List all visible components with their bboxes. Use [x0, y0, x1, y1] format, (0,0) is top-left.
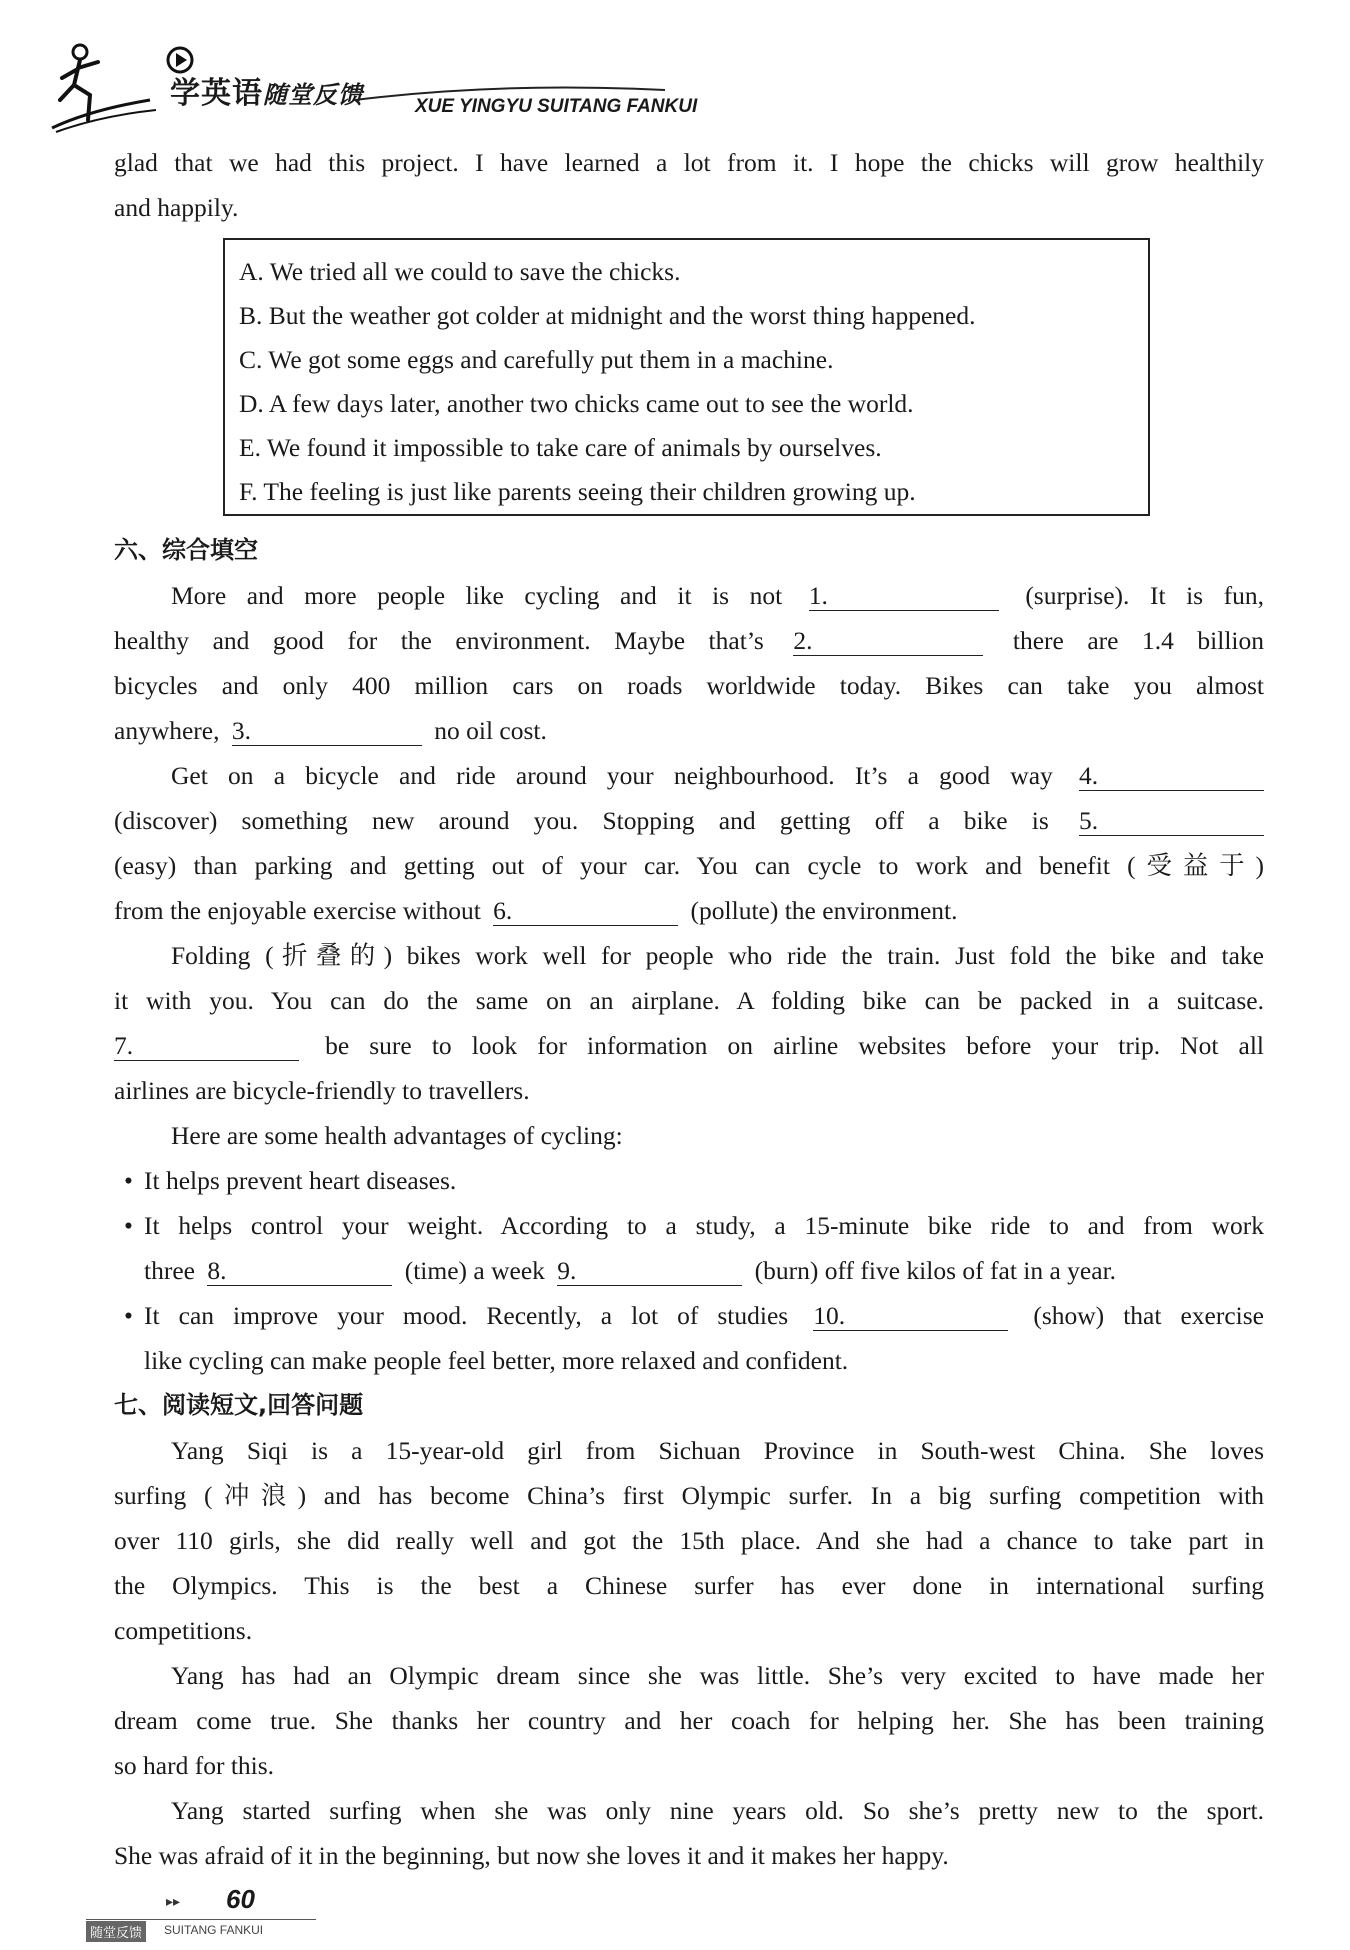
page-header [50, 40, 698, 140]
blank-5[interactable]: 5. [1079, 806, 1264, 836]
blank-6[interactable]: 6. [493, 896, 678, 926]
blank-2[interactable]: 2. [793, 626, 983, 656]
prev-passage-line: glad that we had this project. I have learned a lot from it. I hope the chicks will grow healthily [114, 148, 1264, 177]
blank-3[interactable]: 3. [232, 716, 422, 746]
arrow-icon: ▸▸ [166, 1894, 181, 1910]
bullet-dot-icon: • [124, 1166, 133, 1195]
section-6-title: 六、综合填空 [114, 536, 258, 564]
paragraph-line: healthy and good for the environment. Maybe that’s 2. there are 1.4 billion [114, 626, 1265, 655]
section-7-title: 七、阅读短文,回答问题 [114, 1391, 364, 1419]
blank-8[interactable]: 8. [207, 1256, 392, 1286]
paragraph-line: it with you. You can do the same on an airplane. A folding bike can be packed in a suitcase. [114, 986, 1264, 1015]
paragraph-line: Yang Siqi is a 15-year-old girl from Sichuan Province in South-west China. She loves [171, 1436, 1264, 1465]
option-a: A. We tried all we could to save the chicks. [239, 257, 681, 286]
bullet-continuation: like cycling can make people feel better, more relaxed and confident. [144, 1346, 849, 1375]
bullet-item: • It helps control your weight. According to a study, a 15-minute bike ride to and from work [114, 1203, 1264, 1248]
paragraph-line: dream come true. She thanks her country and her coach for helping her. She has been training [114, 1706, 1264, 1735]
footer-divider [86, 1919, 316, 1920]
bullet-dot-icon: • [124, 1301, 133, 1330]
blank-7[interactable]: 7. [114, 1031, 299, 1061]
blank-1[interactable]: 1. [809, 581, 999, 611]
paragraph-line: Get on a bicycle and ride around your neighbourhood. It’s a good way 4. [114, 753, 1264, 798]
option-d: D. A few days later, another two chicks came out to see the world. [239, 389, 914, 418]
paragraph-line: She was afraid of it in the beginning, but now she loves it and it makes her happy. [114, 1841, 949, 1870]
header-title-cn: 学英语随堂反馈 [170, 76, 363, 111]
paragraph-line: Folding (折叠的) bikes work well for people who ride the train. Just fold the bike and take [171, 941, 1264, 970]
option-f: F. The feeling is just like parents seeing their children growing up. [239, 477, 916, 506]
bullet-item: • It can improve your mood. Recently, a lot of studies 10. (show) that exercise [114, 1293, 1264, 1338]
footer-tag-pinyin: SUITANG FANKUI [164, 1923, 264, 1937]
paragraph-line: the Olympics. This is the best a Chinese surfer has ever done in international surfing [114, 1571, 1264, 1600]
paragraph-line: Yang started surfing when she was only nine years old. So she’s pretty new to the sport. [171, 1796, 1264, 1825]
paragraph-line: 7. be sure to look for information on airline websites before your trip. Not all [114, 1031, 1264, 1060]
bullet-dot-icon: • [124, 1211, 133, 1240]
main-content [114, 140, 1264, 230]
paragraph-line: over 110 girls, she did really well and got the 15th place. And she had a chance to take part in [114, 1526, 1264, 1555]
bullet-item: • It helps prevent heart diseases. [114, 1158, 1264, 1203]
paragraph-line: Here are some health advantages of cycling: [171, 1121, 623, 1150]
paragraph-line: competitions. [114, 1616, 253, 1645]
blank-9[interactable]: 9. [557, 1256, 742, 1286]
paragraph-line: surfing (冲浪) and has become China’s first Olympic surfer. In a big surfing competition with [114, 1481, 1264, 1510]
exercise-sections [114, 528, 1264, 1878]
paragraph-line: Yang has had an Olympic dream since she was little. She’s very excited to have made her [171, 1661, 1264, 1690]
paragraph-line: bicycles and only 400 million cars on roads worldwide today. Bikes can take you almost [114, 671, 1264, 700]
header-title-pinyin: XUE YINGYU SUITANG FANKUI [415, 96, 698, 117]
page-number: 60 [226, 1884, 255, 1914]
paragraph-line: (discover) something new around you. Stopping and getting off a bike is 5. [114, 798, 1264, 843]
paragraph-line: from the enjoyable exercise without 6. (pollute) the environment. [114, 896, 958, 925]
blank-10[interactable]: 10. [813, 1301, 1008, 1331]
footer-tag: 随堂反馈 [86, 1921, 146, 1942]
paragraph-line: anywhere, 3. no oil cost. [114, 716, 547, 745]
option-e: E. We found it impossible to take care of animals by ourselves. [239, 433, 882, 462]
option-b: B. But the weather got colder at midnight and the worst thing happened. [239, 301, 976, 330]
runner-logo-icon [50, 40, 160, 135]
option-c: C. We got some eggs and carefully put them in a machine. [239, 345, 834, 374]
blank-4[interactable]: 4. [1079, 761, 1264, 791]
paragraph-line: so hard for this. [114, 1751, 275, 1780]
paragraph-line: More and more people like cycling and it is not 1. (surprise). It is fun, [171, 581, 1264, 610]
paragraph-line: airlines are bicycle-friendly to travellers. [114, 1076, 530, 1105]
paragraph-line: (easy) than parking and getting out of your car. You can cycle to work and benefit (受益于) [114, 851, 1264, 880]
page-footer [80, 1880, 340, 1940]
bullet-continuation: three 8. (time) a week 9. (burn) off five kilos of fat in a year. [144, 1256, 1117, 1285]
options-box [223, 238, 1150, 516]
prev-passage-line: and happily. [114, 193, 239, 222]
